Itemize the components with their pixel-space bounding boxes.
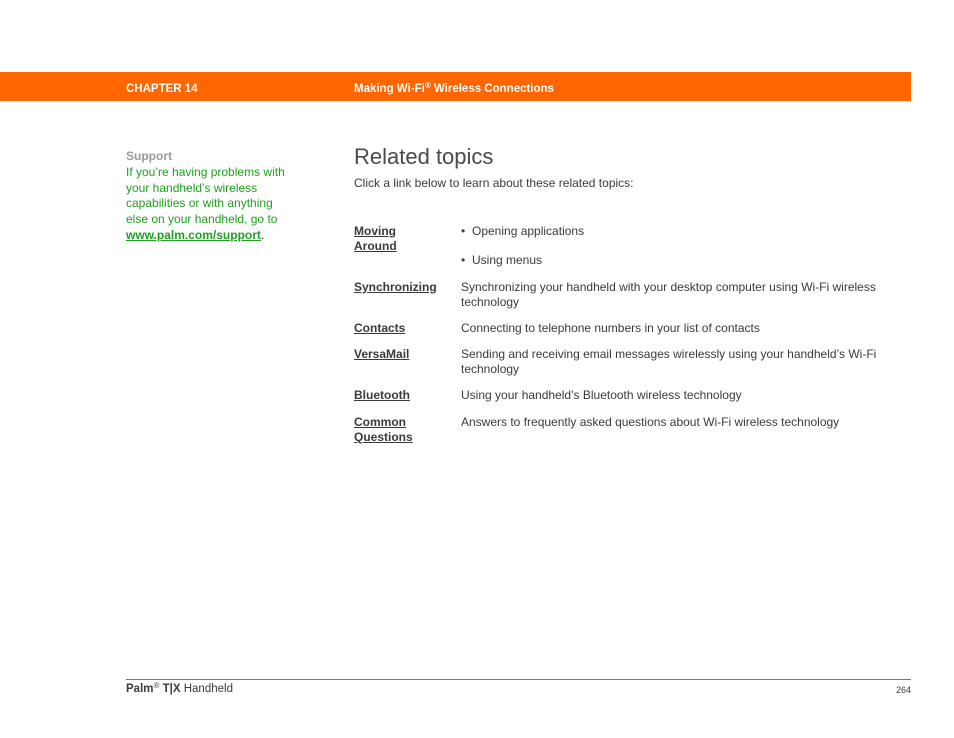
topic-description: Connecting to telephone numbers in your list of contacts xyxy=(461,321,760,335)
registered-mark: ® xyxy=(424,81,431,90)
bullet-dot: • xyxy=(461,253,466,267)
footer-model: T|X xyxy=(162,683,181,695)
topic-description: Sending and receiving email messages wirelessly using your handheld’s Wi-Fi technology xyxy=(461,347,877,376)
topic-description: Using your handheld’s Bluetooth wireless technology xyxy=(461,388,742,402)
footer-brand: Palm xyxy=(126,683,154,695)
chapter-title-main: Making Wi-Fi xyxy=(354,83,425,95)
support-text: If you’re having problems with your handheld’s wireless capabilities or with anything else on your handheld, go to xyxy=(126,164,285,227)
topic-description: Synchronizing your handheld with your desktop computer using Wi-Fi wireless technology xyxy=(461,280,876,309)
footer-product-name: Handheld xyxy=(180,683,233,695)
support-heading: Support xyxy=(126,149,172,163)
bullet-dot: • xyxy=(461,224,466,238)
topic-link-contacts[interactable]: Contacts xyxy=(354,321,406,335)
bullet-item xyxy=(461,253,542,267)
bullet-text: Using menus xyxy=(472,253,543,267)
chapter-title-rest: Wireless Connections xyxy=(430,83,554,95)
page-title: Related topics xyxy=(354,144,494,169)
page-number: 264 xyxy=(895,685,911,695)
support-sidebar xyxy=(126,149,298,244)
bullet-text: Opening applications xyxy=(472,224,585,238)
topic-description: Answers to frequently asked questions about Wi-Fi wireless technology xyxy=(461,415,840,429)
intro-text: Click a link below to learn about these related topics: xyxy=(354,176,634,190)
chapter-title xyxy=(354,83,554,95)
footer-registered-mark: ® xyxy=(153,681,160,690)
topic-link-bluetooth[interactable]: Bluetooth xyxy=(354,388,410,402)
support-body xyxy=(126,165,298,244)
chapter-number: CHAPTER 14 xyxy=(126,83,198,95)
footer-divider xyxy=(126,679,911,680)
chapter-header-bar xyxy=(0,72,911,101)
footer-product xyxy=(126,683,233,695)
topic-link-common-questions[interactable]: Common Questions xyxy=(354,415,413,444)
support-link[interactable]: www.palm.com/support xyxy=(126,227,261,242)
topic-link-versamail[interactable]: VersaMail xyxy=(354,347,410,361)
bullet-item xyxy=(461,224,584,238)
topic-link-synchronizing[interactable]: Synchronizing xyxy=(354,280,437,294)
topic-link-moving-around[interactable]: Moving Around xyxy=(354,224,397,253)
support-period: . xyxy=(260,227,265,242)
